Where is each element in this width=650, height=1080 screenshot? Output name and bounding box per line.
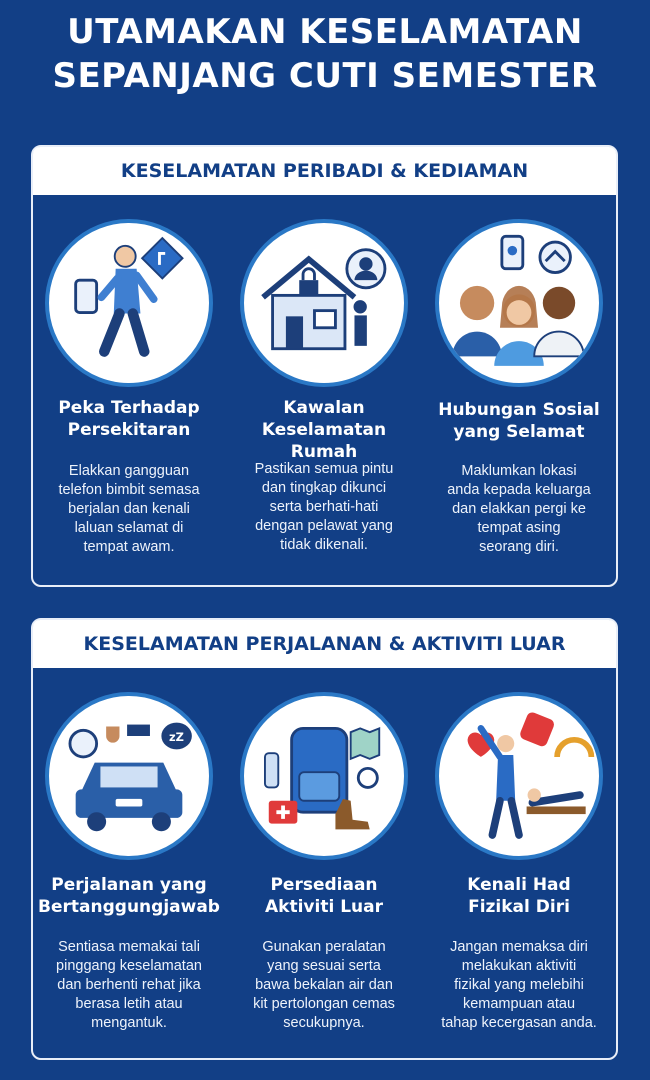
car-driver-icon (45, 692, 213, 860)
tip-title: Kawalan Keselamatan Rumah (261, 398, 387, 462)
tip-title: Hubungan Sosial yang Selamat (438, 400, 600, 442)
tip-card-home-security (229, 219, 419, 579)
tip-title: Kenali Had Fizikal Diri (467, 875, 571, 917)
section-personal-home-safety (31, 145, 618, 587)
title-line-2: SEPANJANG CUTI SEMESTER (52, 56, 598, 96)
tip-description: Maklumkan lokasi anda kepada keluarga dan elakkan pergi ke tempat asing seorang diri. (447, 463, 591, 555)
tip-card-outdoor-prep (229, 692, 419, 1052)
tip-card-surroundings (34, 219, 224, 579)
section-heading: KESELAMATAN PERJALANAN & AKTIVITI LUAR (33, 620, 616, 668)
stretching-person-icon (435, 692, 603, 860)
page-title (0, 10, 650, 98)
house-lock-icon (240, 219, 408, 387)
friends-group-icon (435, 219, 603, 387)
section-heading: KESELAMATAN PERIBADI & KEDIAMAN (33, 147, 616, 195)
tip-description: Elakkan gangguan telefon bimbit semasa berjalan dan kenali laluan selamat di tempat awam. (58, 463, 200, 555)
tip-title: Persediaan Aktiviti Luar (265, 875, 383, 917)
tip-card-social-safety (424, 219, 614, 579)
tip-title: Peka Terhadap Persekitaran (58, 398, 200, 440)
tip-description: Pastikan semua pintu dan tingkap dikunci serta berhati-hati dengan pelawat yang tidak dikenali. (254, 461, 394, 553)
tip-description: Jangan memaksa diri melakukan aktiviti fizikal yang melebihi kemampuan atau tahap kecergasan anda. (441, 939, 597, 1031)
tip-card-responsible-travel (34, 692, 224, 1052)
tip-description: Gunakan peralatan yang sesuai serta bawa bekalan air dan kit pertolongan cemas secukupnya. (253, 939, 395, 1031)
tip-title: Perjalanan yang Bertanggungjawab (38, 875, 220, 917)
walking-person-icon (45, 219, 213, 387)
tip-card-physical-limits (424, 692, 614, 1052)
backpack-gear-icon (240, 692, 408, 860)
svg-text:zZ: zZ (169, 729, 184, 744)
section-travel-outdoor-safety (31, 618, 618, 1060)
title-line-1: UTAMAKAN KESELAMATAN (67, 12, 583, 52)
tip-description: Sentiasa memakai tali pinggang keselamatan dan berhenti rehat jika berasa letih atau mengantuk. (56, 939, 202, 1031)
